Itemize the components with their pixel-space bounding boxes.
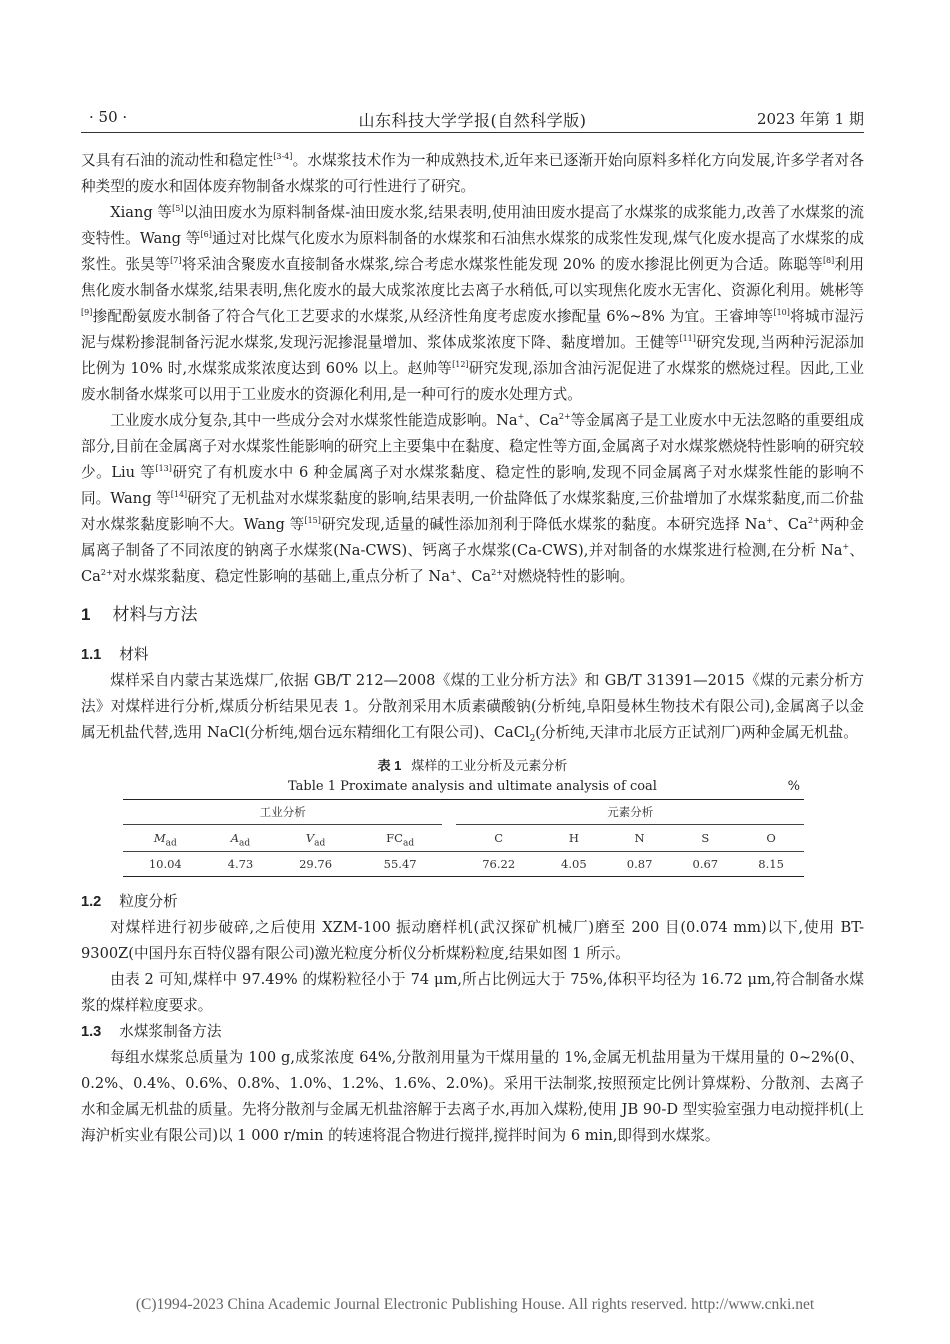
section-1-heading: 1 材料与方法 [81,605,198,625]
col-m: $M_{ad}$ [153,831,177,849]
intro-paragraph-1: 又具有石油的流动性和稳定性[3-4]。水煤浆技术作为一种成熟技术,近年来已逐渐开始向原料多样化方向发展,许多学者对各种类型的废水和固体废弃物制备水煤浆的可行性进行了研究。 [81,152,864,195]
copyright-footer: (C)1994-2023 China Academic Journal Electronic Publishing House. All rights reserved. http://www.cnki.net [135,1296,815,1313]
citation[interactable]: [12] [452,360,469,370]
citation[interactable]: [15] [304,516,321,526]
citation[interactable]: [6] [200,230,212,240]
table-unit: % [787,779,800,794]
section-1-2-heading: 1.2 粒度分析 [81,893,178,910]
table-header-row [123,825,804,852]
citation[interactable]: [9] [81,308,93,318]
page-number: · 50 · [89,108,128,126]
citation[interactable]: [11] [679,334,696,344]
citation[interactable]: [13] [155,464,172,474]
group-ultimate: 元素分析 [456,800,804,825]
section-1-3-heading: 1.3 水煤浆制备方法 [81,1023,222,1040]
intro-paragraph-3: 工业废水成分复杂,其中一些成分会对水煤浆性能造成影响。Na+、$Ca^{2+}$等金属离子是工业废水中无法忽略的重要组成部分,目前在金属离子对水煤浆性能影响的研究上主要集中在黏度、稳定性等方面,金属离子对水煤浆燃烧特性影响的研究较少。Liu 等[13]研究了有机废水中 6 种金属离子对水煤浆黏度、稳定性的影响,发现不同金属离子对水煤浆性能的影响不同。Wang 等[14]研究了无机盐对水煤浆黏度的影响,结果表明,一价盐降低了水煤浆黏度,三价盐增加了水煤浆黏度,而二价盐对水煤浆黏度影响不大。Wang 等[15]研究发现,适量的碱性添加剂利于降低水煤浆的黏度。本研究选择 Na+、$Ca^{2+}$两种金属离子制备了不同浓度的钠离子水煤浆(Na-CWS)、钙离子水煤浆(Ca-CWS),并对制备的水煤浆进行检测,在分析 Na+、$Ca^{2+}$对水煤浆黏度、稳定性影响的基础上,重点分析了 Na+、$Ca^{2+}$对燃烧特性的影响。 [81,412,865,585]
particle-size-paragraph-1: 对煤样进行初步破碎,之后使用 XZM-100 振动磨样机(武汉探矿机械厂)磨至 200 目(0.074 mm)以下,使用 BT-9300Z(中国丹东百特仪器有限公司)激光粒度分析仪分析煤粉粒度,结果如图 1 所示。 [81,919,864,962]
col-h: H [568,831,579,845]
cell-v: 29.76 [273,852,358,877]
preparation-paragraph: 每组水煤浆总质量为 100 g,成浆浓度 64%,分散剂用量为干煤用量的 1%,金属无机盐用量为干煤用量的 0~2%(0、0.2%、0.4%、0.6%、0.8%、1.0%、1.2%、1.6%、2.0%)。采用干法制浆,按照预定比例计算煤粉、分散剂、去离子水和金属无机盐的质量。先将分散剂与金属无机盐溶解于去离子水,再加入煤粉,使用 JB 90-D 型实验室强力电动搅拌机(上海沪析实业有限公司)以 1 000 r/min 的转速将混合物进行搅拌,搅拌时间为 6 min,即得到水煤浆。 [81,1049,864,1144]
col-s: S [701,831,710,845]
table-row [123,852,804,877]
cell-m: 10.04 [123,852,208,877]
col-v: $V_{ad}$ [305,831,326,849]
cell-c: 76.22 [456,852,541,877]
cell-fc: 55.47 [358,852,443,877]
article-body [81,148,864,1149]
journal-title: 山东科技大学学报(自然科学版) [358,111,587,130]
intro-paragraph-2: Xiang 等[5]以油田废水为原料制备煤-油田废水浆,结果表明,使用油田废水提高了水煤浆的成浆能力,改善了水煤浆的流变特性。Wang 等[6]通过对比煤气化废水为原料制备的水煤浆和石油焦水煤浆的成浆性发现,煤气化废水提高了水煤浆的成浆性。张昊等[7]将采油含聚废水直接制备水煤浆,综合考虑水煤浆性能发现 20% 的废水掺混比例更为合适。陈聪等[8]利用焦化废水制备水煤浆,结果表明,焦化废水的最大成浆浓度比去离子水稍低,可以实现焦化废水无害化、资源化利用。姚彬等[9]掺配酚氨废水制备了符合气化工艺要求的水煤浆,从经济性角度考虑废水掺配量 6%~8% 为宜。王睿坤等[10]将城市湿污泥与煤粉掺混制备污泥水煤浆,发现污泥掺混量增加、浆体成浆浓度下降、黏度增加。王健等[11]研究发现,当两种污泥添加比例为 10% 时,水煤浆成浆浓度达到 60% 以上。赵帅等[12]研究发现,添加含油污泥促进了水煤浆的燃烧过程。因此,工业废水制备水煤浆可以用于工业废水的资源化利用,是一种可行的废水处理方式。 [81,204,864,403]
cell-n: 0.87 [607,852,673,877]
table-1 [81,756,864,877]
table-caption-cn: 表 1 煤样的工业分析及元素分析 [377,758,568,774]
table-group-row [123,800,804,825]
citation[interactable]: [7] [170,256,182,266]
citation[interactable]: [5] [172,204,184,214]
page-header [81,106,864,133]
citation[interactable]: [14] [170,490,188,500]
citation[interactable]: [8] [822,256,835,266]
col-a: $A_{ad}$ [230,831,251,849]
col-n: N [634,831,645,845]
group-proximate: 工业分析 [123,800,442,825]
coal-analysis-table [123,799,804,877]
cell-s: 0.67 [672,852,738,877]
table-caption-en: Table 1 Proximate analysis and ultimate analysis of coal % [81,777,864,799]
cell-o: 8.15 [738,852,804,877]
citation[interactable]: [10] [773,308,790,318]
cell-h: 4.05 [541,852,607,877]
particle-size-paragraph-2: 由表 2 可知,煤样中 97.49% 的煤粉粒径小于 74 μm,所占比例远大于 75%,体积平均径为 16.72 μm,符合制备水煤浆的煤样粒度要求。 [81,971,864,1014]
materials-paragraph: 煤样采自内蒙古某选煤厂,依据 GB/T 212—2008《煤的工业分析方法》和 GB/T 31391—2015《煤的元素分析方法》对煤样进行分析,煤质分析结果见表 1。分散剂采用木质素磺酸钠(分析纯,阜阳曼林生物技术有限公司),金属离子以金属无机盐代替,选用 NaCl(分析纯,烟台远东精细化工有限公司)、CaCl$_2$(分析纯,天津市北辰方正试剂厂)两种金属无机盐。 [81,672,864,744]
cell-a: 4.73 [208,852,274,877]
col-fc: $FC_{ad}$ [386,831,415,849]
col-c: C [494,831,504,845]
citation[interactable]: [3-4] [273,152,293,162]
col-o: O [766,831,776,845]
journal-issue: 2023 年第 1 期 [756,110,864,128]
section-1-1-heading: 1.1 材料 [81,646,149,663]
